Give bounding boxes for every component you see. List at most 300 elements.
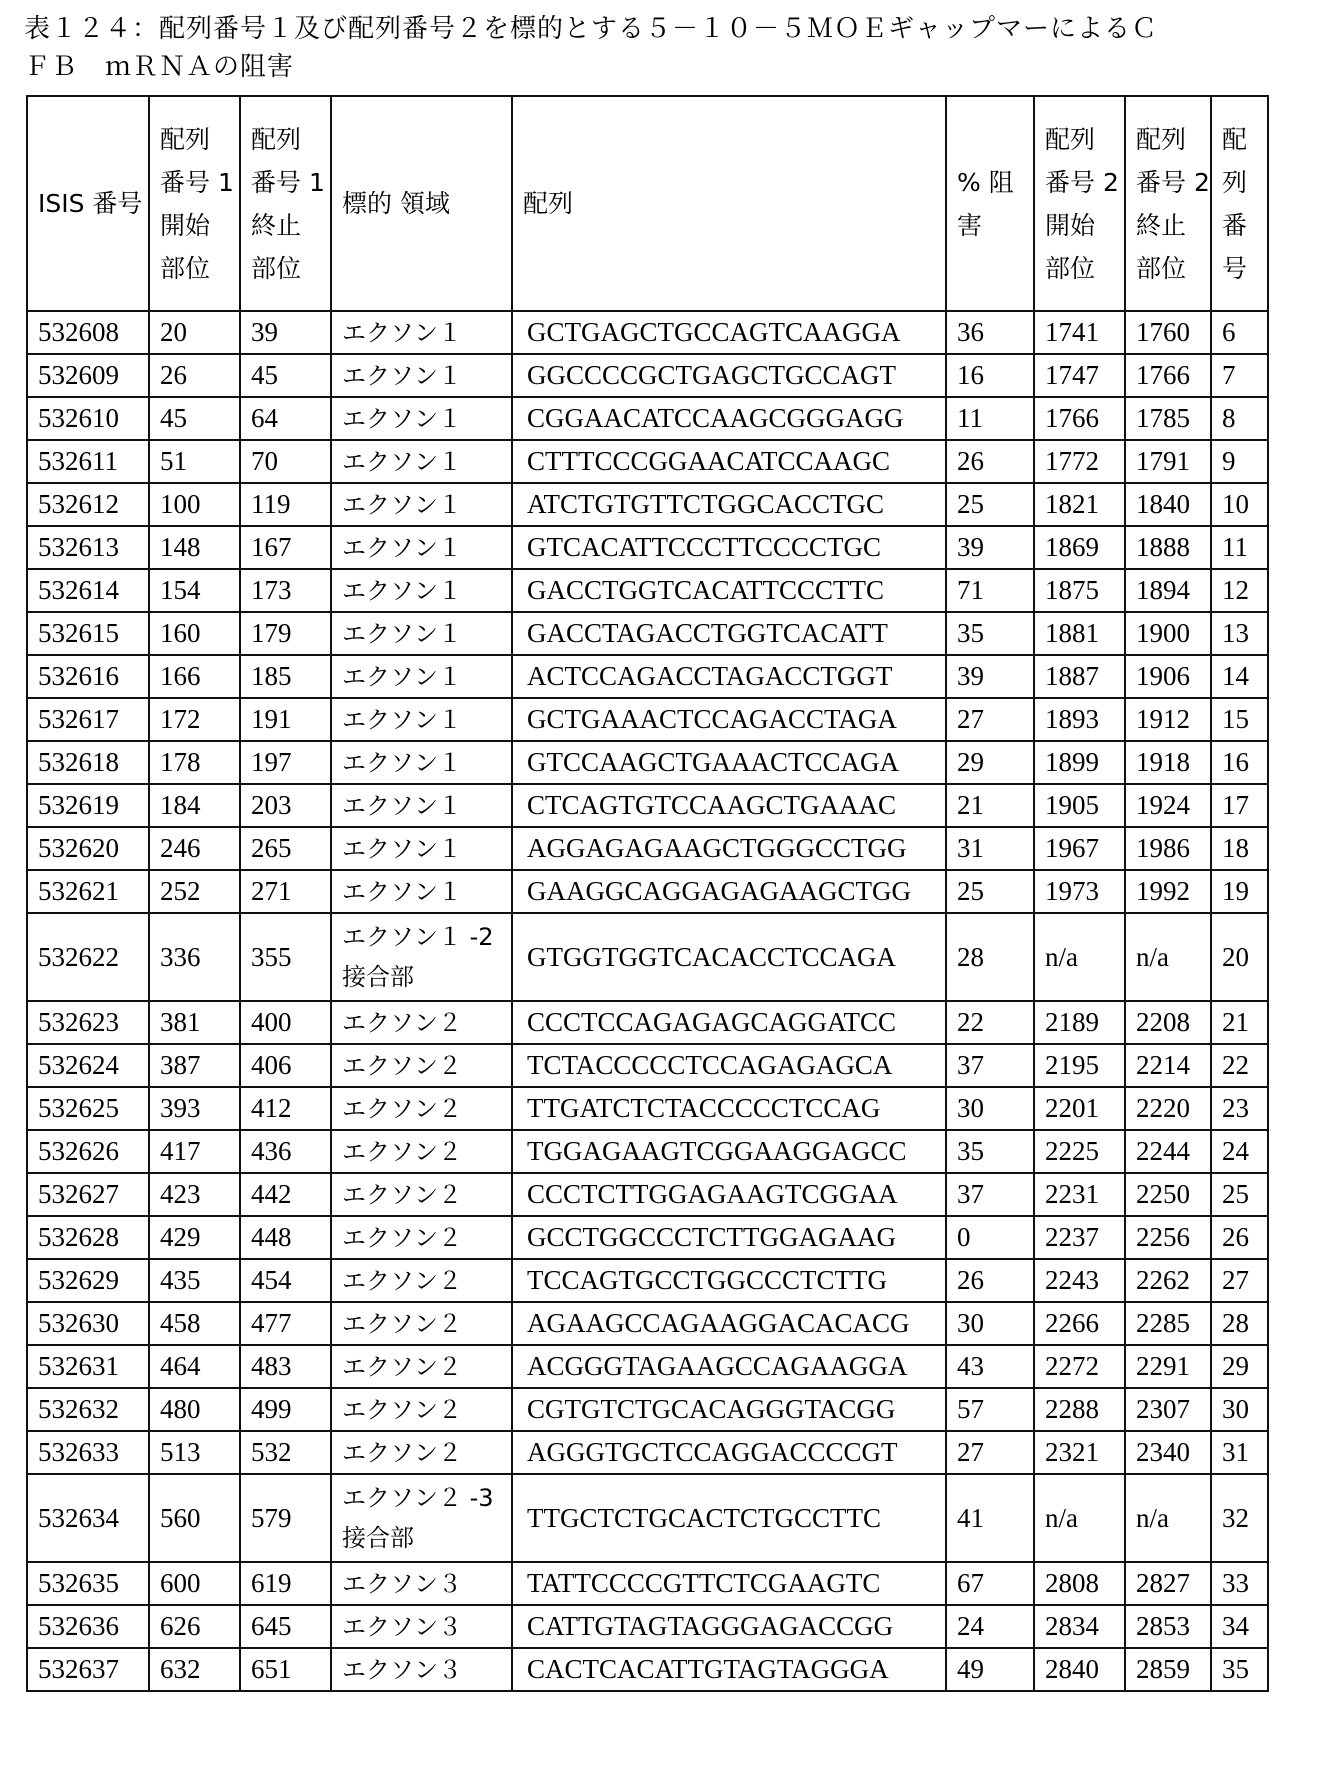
- cell-seq2-stop: n/a: [1125, 1474, 1211, 1562]
- cell-target-region: エクソン１: [331, 397, 512, 440]
- table-row: [27, 311, 1268, 354]
- cell-isis-number: 532617: [27, 698, 149, 741]
- table-row: [27, 1216, 1268, 1259]
- cell-sequence: TTGATCTCTACCCCCTCCAG: [512, 1087, 946, 1130]
- table-title-line-1: 表１２４：配列番号１及び配列番号２を標的とする５－１０－５ＭＯＥギャップマーによるＣ: [24, 10, 1158, 48]
- cell-sequence: GAAGGCAGGAGAGAAGCTGG: [512, 870, 946, 913]
- cell-seq-id: 25: [1211, 1173, 1268, 1216]
- table-row: [27, 870, 1268, 913]
- cell-inhibition-percent: 39: [946, 655, 1034, 698]
- cell-target-region: エクソン２: [331, 1087, 512, 1130]
- cell-seq1-stop: 400: [240, 1001, 331, 1044]
- cell-seq-id: 7: [1211, 354, 1268, 397]
- cell-seq2-stop: 1760: [1125, 311, 1211, 354]
- cell-inhibition-percent: 31: [946, 827, 1034, 870]
- cell-seq-id: 31: [1211, 1431, 1268, 1474]
- cell-seq1-stop: 406: [240, 1044, 331, 1087]
- cell-sequence: CGTGTCTGCACAGGGTACGG: [512, 1388, 946, 1431]
- header-seq1-start: 配列 番号 1 開始 部位: [149, 96, 240, 311]
- table-row: [27, 784, 1268, 827]
- cell-sequence: GTCACATTCCCTTCCCCTGC: [512, 526, 946, 569]
- header-sequence: 配列: [512, 96, 946, 311]
- cell-seq1-stop: 173: [240, 569, 331, 612]
- cell-seq2-start: 1821: [1034, 483, 1125, 526]
- cell-seq1-start: 435: [149, 1259, 240, 1302]
- cell-target-region: エクソン１: [331, 569, 512, 612]
- cell-seq1-stop: 70: [240, 440, 331, 483]
- cell-isis-number: 532633: [27, 1431, 149, 1474]
- cell-seq-id: 13: [1211, 612, 1268, 655]
- cell-seq1-start: 148: [149, 526, 240, 569]
- cell-seq2-stop: 2307: [1125, 1388, 1211, 1431]
- cell-seq2-stop: n/a: [1125, 913, 1211, 1001]
- cell-target-region: エクソン２: [331, 1216, 512, 1259]
- cell-inhibition-percent: 37: [946, 1044, 1034, 1087]
- cell-seq1-start: 632: [149, 1648, 240, 1691]
- cell-isis-number: 532636: [27, 1605, 149, 1648]
- cell-seq2-stop: 2244: [1125, 1130, 1211, 1173]
- cell-seq-id: 8: [1211, 397, 1268, 440]
- cell-sequence: CACTCACATTGTAGTAGGGA: [512, 1648, 946, 1691]
- cell-seq-id: 12: [1211, 569, 1268, 612]
- cell-isis-number: 532618: [27, 741, 149, 784]
- cell-inhibition-percent: 11: [946, 397, 1034, 440]
- cell-seq2-stop: 2214: [1125, 1044, 1211, 1087]
- cell-target-region: エクソン２: [331, 1302, 512, 1345]
- cell-seq2-start: 1869: [1034, 526, 1125, 569]
- cell-seq-id: 6: [1211, 311, 1268, 354]
- cell-seq-id: 20: [1211, 913, 1268, 1001]
- cell-sequence: GACCTAGACCTGGTCACATT: [512, 612, 946, 655]
- cell-seq1-start: 20: [149, 311, 240, 354]
- cell-isis-number: 532631: [27, 1345, 149, 1388]
- table-row: [27, 1173, 1268, 1216]
- cell-sequence: GGCCCCGCTGAGCTGCCAGT: [512, 354, 946, 397]
- cell-seq1-stop: 185: [240, 655, 331, 698]
- table-row: [27, 1474, 1268, 1562]
- cell-isis-number: 532609: [27, 354, 149, 397]
- cell-target-region: エクソン１: [331, 311, 512, 354]
- cell-target-region: エクソン２: [331, 1345, 512, 1388]
- header-row: [27, 96, 1268, 311]
- table-row: [27, 1345, 1268, 1388]
- cell-isis-number: 532614: [27, 569, 149, 612]
- cell-sequence: GCTGAAACTCCAGACCTAGA: [512, 698, 946, 741]
- cell-seq2-stop: 1785: [1125, 397, 1211, 440]
- cell-inhibition-percent: 41: [946, 1474, 1034, 1562]
- cell-seq2-start: 2237: [1034, 1216, 1125, 1259]
- cell-isis-number: 532628: [27, 1216, 149, 1259]
- cell-seq1-stop: 579: [240, 1474, 331, 1562]
- cell-isis-number: 532632: [27, 1388, 149, 1431]
- cell-target-region: エクソン１: [331, 655, 512, 698]
- header-seq-id: 配 列 番 号: [1211, 96, 1268, 311]
- cell-isis-number: 532634: [27, 1474, 149, 1562]
- cell-seq2-start: 1772: [1034, 440, 1125, 483]
- cell-isis-number: 532615: [27, 612, 149, 655]
- cell-seq-id: 28: [1211, 1302, 1268, 1345]
- table-row: [27, 612, 1268, 655]
- cell-seq-id: 34: [1211, 1605, 1268, 1648]
- cell-sequence: ACGGGTAGAAGCCAGAAGGA: [512, 1345, 946, 1388]
- cell-sequence: CATTGTAGTAGGGAGACCGG: [512, 1605, 946, 1648]
- cell-seq1-start: 393: [149, 1087, 240, 1130]
- cell-seq1-stop: 436: [240, 1130, 331, 1173]
- cell-sequence: CTTTCCCGGAACATCCAAGC: [512, 440, 946, 483]
- cell-target-region: エクソン２: [331, 1044, 512, 1087]
- cell-seq2-start: 2231: [1034, 1173, 1125, 1216]
- cell-target-region: エクソン１: [331, 741, 512, 784]
- inhibition-table: [26, 95, 1269, 1692]
- header-seq2-stop: 配列 番号 2 終止 部位: [1125, 96, 1211, 311]
- cell-isis-number: 532637: [27, 1648, 149, 1691]
- table-row: [27, 440, 1268, 483]
- cell-seq2-start: 1967: [1034, 827, 1125, 870]
- cell-seq2-start: 2840: [1034, 1648, 1125, 1691]
- cell-sequence: TATTCCCCGTTCTCGAAGTC: [512, 1562, 946, 1605]
- cell-seq1-stop: 119: [240, 483, 331, 526]
- cell-seq2-start: 2195: [1034, 1044, 1125, 1087]
- cell-seq1-start: 154: [149, 569, 240, 612]
- cell-sequence: TCCAGTGCCTGGCCCTCTTG: [512, 1259, 946, 1302]
- cell-target-region: エクソン３: [331, 1562, 512, 1605]
- cell-seq-id: 21: [1211, 1001, 1268, 1044]
- cell-seq2-start: 1881: [1034, 612, 1125, 655]
- cell-seq1-start: 626: [149, 1605, 240, 1648]
- cell-seq2-start: 2266: [1034, 1302, 1125, 1345]
- cell-sequence: CCCTCTTGGAGAAGTCGGAA: [512, 1173, 946, 1216]
- cell-seq1-stop: 191: [240, 698, 331, 741]
- table-title: [24, 10, 1158, 86]
- cell-sequence: TGGAGAAGTCGGAAGGAGCC: [512, 1130, 946, 1173]
- cell-sequence: AGAAGCCAGAAGGACACACG: [512, 1302, 946, 1345]
- cell-seq2-start: 2201: [1034, 1087, 1125, 1130]
- table-row: [27, 1302, 1268, 1345]
- cell-seq-id: 27: [1211, 1259, 1268, 1302]
- cell-seq1-stop: 532: [240, 1431, 331, 1474]
- table-title-line-2: ＦＢ ｍＲＮＡの阻害: [24, 48, 1158, 86]
- cell-seq2-stop: 2208: [1125, 1001, 1211, 1044]
- cell-seq-id: 24: [1211, 1130, 1268, 1173]
- cell-seq1-start: 184: [149, 784, 240, 827]
- cell-seq2-stop: 2853: [1125, 1605, 1211, 1648]
- table-row: [27, 1001, 1268, 1044]
- cell-inhibition-percent: 26: [946, 1259, 1034, 1302]
- cell-inhibition-percent: 29: [946, 741, 1034, 784]
- table-row: [27, 1431, 1268, 1474]
- cell-inhibition-percent: 49: [946, 1648, 1034, 1691]
- cell-inhibition-percent: 71: [946, 569, 1034, 612]
- cell-inhibition-percent: 30: [946, 1087, 1034, 1130]
- cell-target-region: エクソン１ -2 接合部: [331, 913, 512, 1001]
- table-row: [27, 569, 1268, 612]
- cell-sequence: AGGGTGCTCCAGGACCCCGT: [512, 1431, 946, 1474]
- cell-seq1-stop: 499: [240, 1388, 331, 1431]
- cell-seq-id: 19: [1211, 870, 1268, 913]
- cell-seq1-start: 160: [149, 612, 240, 655]
- cell-isis-number: 532621: [27, 870, 149, 913]
- cell-isis-number: 532629: [27, 1259, 149, 1302]
- cell-seq-id: 26: [1211, 1216, 1268, 1259]
- cell-target-region: エクソン１: [331, 483, 512, 526]
- cell-seq1-start: 51: [149, 440, 240, 483]
- cell-inhibition-percent: 26: [946, 440, 1034, 483]
- cell-seq2-stop: 1992: [1125, 870, 1211, 913]
- cell-seq1-stop: 265: [240, 827, 331, 870]
- cell-target-region: エクソン２: [331, 1130, 512, 1173]
- cell-seq2-stop: 2285: [1125, 1302, 1211, 1345]
- cell-sequence: ACTCCAGACCTAGACCTGGT: [512, 655, 946, 698]
- cell-seq1-start: 166: [149, 655, 240, 698]
- table-row: [27, 1648, 1268, 1691]
- cell-isis-number: 532622: [27, 913, 149, 1001]
- cell-target-region: エクソン３: [331, 1648, 512, 1691]
- cell-seq2-start: 2834: [1034, 1605, 1125, 1648]
- cell-target-region: エクソン１: [331, 440, 512, 483]
- cell-seq2-stop: 1900: [1125, 612, 1211, 655]
- cell-sequence: TTGCTCTGCACTCTGCCTTC: [512, 1474, 946, 1562]
- cell-isis-number: 532610: [27, 397, 149, 440]
- cell-seq-id: 14: [1211, 655, 1268, 698]
- cell-seq2-stop: 2262: [1125, 1259, 1211, 1302]
- cell-isis-number: 532612: [27, 483, 149, 526]
- cell-inhibition-percent: 35: [946, 1130, 1034, 1173]
- cell-seq1-start: 513: [149, 1431, 240, 1474]
- cell-seq2-start: 1905: [1034, 784, 1125, 827]
- cell-isis-number: 532616: [27, 655, 149, 698]
- cell-isis-number: 532620: [27, 827, 149, 870]
- cell-sequence: GCTGAGCTGCCAGTCAAGGA: [512, 311, 946, 354]
- cell-seq2-start: 2189: [1034, 1001, 1125, 1044]
- cell-seq2-start: 2243: [1034, 1259, 1125, 1302]
- cell-seq1-start: 178: [149, 741, 240, 784]
- cell-target-region: エクソン２: [331, 1431, 512, 1474]
- cell-inhibition-percent: 43: [946, 1345, 1034, 1388]
- cell-inhibition-percent: 27: [946, 1431, 1034, 1474]
- table-row: [27, 655, 1268, 698]
- cell-seq2-stop: 1894: [1125, 569, 1211, 612]
- cell-seq2-stop: 1918: [1125, 741, 1211, 784]
- cell-inhibition-percent: 39: [946, 526, 1034, 569]
- cell-seq-id: 22: [1211, 1044, 1268, 1087]
- header-target-region: 標的 領域: [331, 96, 512, 311]
- cell-inhibition-percent: 35: [946, 612, 1034, 655]
- cell-inhibition-percent: 57: [946, 1388, 1034, 1431]
- cell-inhibition-percent: 30: [946, 1302, 1034, 1345]
- cell-seq1-start: 423: [149, 1173, 240, 1216]
- cell-target-region: エクソン１: [331, 354, 512, 397]
- cell-seq1-start: 417: [149, 1130, 240, 1173]
- cell-isis-number: 532635: [27, 1562, 149, 1605]
- cell-isis-number: 532626: [27, 1130, 149, 1173]
- cell-seq1-stop: 412: [240, 1087, 331, 1130]
- cell-target-region: エクソン１: [331, 784, 512, 827]
- cell-inhibition-percent: 67: [946, 1562, 1034, 1605]
- cell-seq1-start: 246: [149, 827, 240, 870]
- cell-inhibition-percent: 24: [946, 1605, 1034, 1648]
- cell-seq1-start: 100: [149, 483, 240, 526]
- cell-seq1-start: 464: [149, 1345, 240, 1388]
- cell-seq2-stop: 2250: [1125, 1173, 1211, 1216]
- table-row: [27, 1130, 1268, 1173]
- cell-seq2-start: 2272: [1034, 1345, 1125, 1388]
- table-row: [27, 1562, 1268, 1605]
- cell-seq1-stop: 454: [240, 1259, 331, 1302]
- table-row: [27, 1605, 1268, 1648]
- table-row: [27, 1087, 1268, 1130]
- cell-seq2-start: n/a: [1034, 913, 1125, 1001]
- table-row: [27, 526, 1268, 569]
- cell-sequence: GCCTGGCCCTCTTGGAGAAG: [512, 1216, 946, 1259]
- cell-seq-id: 9: [1211, 440, 1268, 483]
- header-seq2-start: 配列 番号 2 開始 部位: [1034, 96, 1125, 311]
- cell-isis-number: 532624: [27, 1044, 149, 1087]
- cell-seq2-stop: 1791: [1125, 440, 1211, 483]
- cell-seq2-stop: 2291: [1125, 1345, 1211, 1388]
- table-row: [27, 1388, 1268, 1431]
- cell-inhibition-percent: 25: [946, 870, 1034, 913]
- cell-seq1-start: 600: [149, 1562, 240, 1605]
- cell-seq2-stop: 2256: [1125, 1216, 1211, 1259]
- cell-target-region: エクソン１: [331, 870, 512, 913]
- cell-seq1-stop: 651: [240, 1648, 331, 1691]
- cell-seq1-stop: 203: [240, 784, 331, 827]
- cell-seq2-start: 1741: [1034, 311, 1125, 354]
- cell-seq2-start: 1893: [1034, 698, 1125, 741]
- cell-seq1-stop: 167: [240, 526, 331, 569]
- cell-seq2-stop: 2859: [1125, 1648, 1211, 1691]
- cell-seq1-start: 560: [149, 1474, 240, 1562]
- cell-seq2-stop: 2340: [1125, 1431, 1211, 1474]
- cell-sequence: ATCTGTGTTCTGGCACCTGC: [512, 483, 946, 526]
- table-row: [27, 913, 1268, 1001]
- cell-seq1-start: 172: [149, 698, 240, 741]
- cell-seq2-start: 2288: [1034, 1388, 1125, 1431]
- cell-inhibition-percent: 16: [946, 354, 1034, 397]
- cell-seq1-stop: 645: [240, 1605, 331, 1648]
- cell-seq2-stop: 2220: [1125, 1087, 1211, 1130]
- cell-seq2-start: 1875: [1034, 569, 1125, 612]
- cell-inhibition-percent: 22: [946, 1001, 1034, 1044]
- cell-target-region: エクソン２: [331, 1388, 512, 1431]
- cell-seq1-stop: 619: [240, 1562, 331, 1605]
- cell-seq-id: 11: [1211, 526, 1268, 569]
- cell-seq2-stop: 2827: [1125, 1562, 1211, 1605]
- cell-seq2-start: 1973: [1034, 870, 1125, 913]
- cell-seq1-stop: 442: [240, 1173, 331, 1216]
- cell-seq1-stop: 179: [240, 612, 331, 655]
- cell-seq2-stop: 1766: [1125, 354, 1211, 397]
- cell-inhibition-percent: 25: [946, 483, 1034, 526]
- cell-isis-number: 532630: [27, 1302, 149, 1345]
- cell-seq1-start: 26: [149, 354, 240, 397]
- cell-seq1-start: 480: [149, 1388, 240, 1431]
- table-row: [27, 698, 1268, 741]
- cell-sequence: AGGAGAGAAGCTGGGCCTGG: [512, 827, 946, 870]
- cell-inhibition-percent: 21: [946, 784, 1034, 827]
- header-isis: ISIS 番号: [27, 96, 149, 311]
- cell-inhibition-percent: 27: [946, 698, 1034, 741]
- cell-seq1-start: 458: [149, 1302, 240, 1345]
- cell-seq2-start: 1747: [1034, 354, 1125, 397]
- cell-sequence: CCCTCCAGAGAGCAGGATCC: [512, 1001, 946, 1044]
- cell-target-region: エクソン２: [331, 1001, 512, 1044]
- cell-seq-id: 16: [1211, 741, 1268, 784]
- cell-seq1-start: 252: [149, 870, 240, 913]
- cell-target-region: エクソン１: [331, 827, 512, 870]
- cell-seq2-stop: 1912: [1125, 698, 1211, 741]
- cell-isis-number: 532613: [27, 526, 149, 569]
- table-row: [27, 1259, 1268, 1302]
- cell-seq1-start: 336: [149, 913, 240, 1001]
- cell-seq1-stop: 197: [240, 741, 331, 784]
- cell-seq1-stop: 448: [240, 1216, 331, 1259]
- cell-target-region: エクソン１: [331, 612, 512, 655]
- cell-seq1-start: 429: [149, 1216, 240, 1259]
- cell-isis-number: 532611: [27, 440, 149, 483]
- table-row: [27, 483, 1268, 526]
- cell-isis-number: 532619: [27, 784, 149, 827]
- cell-seq2-stop: 1888: [1125, 526, 1211, 569]
- cell-seq-id: 30: [1211, 1388, 1268, 1431]
- cell-seq-id: 32: [1211, 1474, 1268, 1562]
- cell-isis-number: 532627: [27, 1173, 149, 1216]
- cell-inhibition-percent: 28: [946, 913, 1034, 1001]
- cell-isis-number: 532608: [27, 311, 149, 354]
- table-row: [27, 354, 1268, 397]
- cell-target-region: エクソン２: [331, 1259, 512, 1302]
- cell-inhibition-percent: 36: [946, 311, 1034, 354]
- cell-seq-id: 15: [1211, 698, 1268, 741]
- cell-seq-id: 33: [1211, 1562, 1268, 1605]
- cell-sequence: GTCCAAGCTGAAACTCCAGA: [512, 741, 946, 784]
- cell-seq1-stop: 39: [240, 311, 331, 354]
- cell-sequence: GTGGTGGTCACACCTCCAGA: [512, 913, 946, 1001]
- table-row: [27, 1044, 1268, 1087]
- cell-inhibition-percent: 37: [946, 1173, 1034, 1216]
- cell-seq-id: 17: [1211, 784, 1268, 827]
- table-row: [27, 741, 1268, 784]
- cell-isis-number: 532623: [27, 1001, 149, 1044]
- cell-seq-id: 10: [1211, 483, 1268, 526]
- cell-seq2-start: 2225: [1034, 1130, 1125, 1173]
- cell-sequence: CTCAGTGTCCAAGCTGAAAC: [512, 784, 946, 827]
- cell-inhibition-percent: 0: [946, 1216, 1034, 1259]
- cell-isis-number: 532625: [27, 1087, 149, 1130]
- cell-sequence: TCTACCCCCTCCAGAGAGCA: [512, 1044, 946, 1087]
- cell-target-region: エクソン１: [331, 526, 512, 569]
- cell-target-region: エクソン２: [331, 1173, 512, 1216]
- cell-seq1-stop: 64: [240, 397, 331, 440]
- cell-seq1-stop: 45: [240, 354, 331, 397]
- cell-target-region: エクソン２ -3 接合部: [331, 1474, 512, 1562]
- cell-seq-id: 35: [1211, 1648, 1268, 1691]
- cell-target-region: エクソン３: [331, 1605, 512, 1648]
- cell-seq1-stop: 477: [240, 1302, 331, 1345]
- cell-seq2-stop: 1906: [1125, 655, 1211, 698]
- cell-seq2-start: 1887: [1034, 655, 1125, 698]
- cell-seq2-start: 2321: [1034, 1431, 1125, 1474]
- cell-seq-id: 23: [1211, 1087, 1268, 1130]
- header-inhibition: % 阻害: [946, 96, 1034, 311]
- cell-seq2-start: 2808: [1034, 1562, 1125, 1605]
- cell-seq1-start: 381: [149, 1001, 240, 1044]
- cell-seq2-start: 1899: [1034, 741, 1125, 784]
- cell-seq2-stop: 1924: [1125, 784, 1211, 827]
- cell-seq2-start: n/a: [1034, 1474, 1125, 1562]
- cell-seq1-stop: 355: [240, 913, 331, 1001]
- cell-sequence: CGGAACATCCAAGCGGGAGG: [512, 397, 946, 440]
